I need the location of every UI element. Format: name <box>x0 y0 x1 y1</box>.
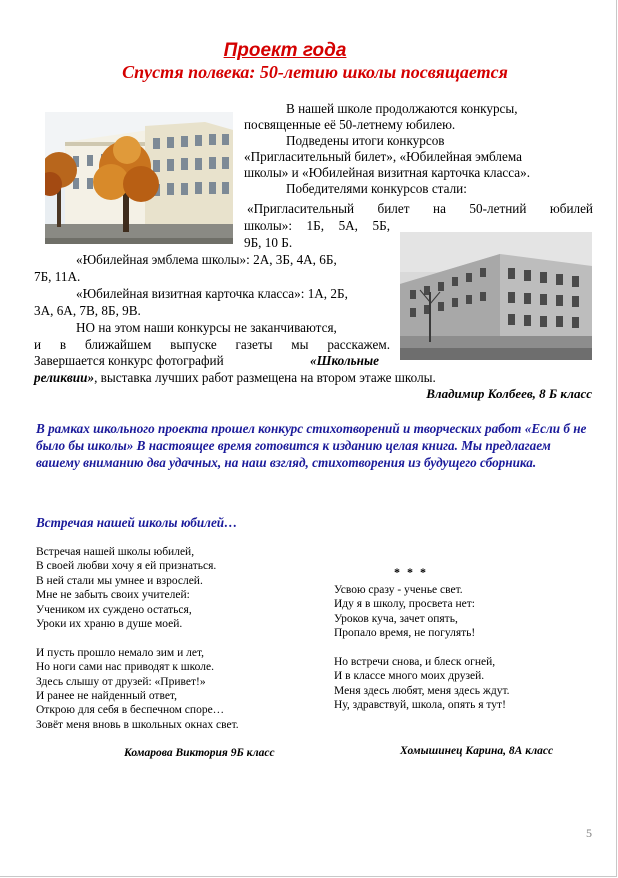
poem-line: Уроков куча, зачет опять, <box>334 612 458 625</box>
article-line: «Пригласительный билет на 50-летний юбилей <box>247 201 593 216</box>
poem-stanza-break <box>334 641 509 655</box>
page-number: 5 <box>586 826 592 840</box>
page-title: Проект года <box>223 40 347 61</box>
poem-line: И ранее не найденный ответ, <box>36 690 177 703</box>
article-line-emphasis: «Школьные <box>310 353 380 368</box>
article-line: , выставка лучших работ размещена на втором этаже школы. <box>94 370 436 385</box>
article-line: НО на этом наши конкурсы не заканчиваются, <box>76 320 337 335</box>
article-line: Завершается конкурс фотографий <box>34 353 224 368</box>
poem-line: Учеником их суждено остаться, <box>36 603 192 616</box>
article-line: и в ближайшем выпуске газеты мы расскажем. <box>34 337 390 352</box>
poem-line: Усвою сразу - ученье свет. <box>334 584 463 596</box>
article-line: Победителями конкурсов стали: <box>286 181 467 196</box>
article-line: В нашей школе продолжаются конкурсы, <box>286 101 518 116</box>
article-line: 7Б, 11А. <box>34 269 81 284</box>
intro-paragraph: В рамках школьного проекта прошел конкурс стихотворений и творческих работ «Если б не было бы школы» В настоящее время готовится к изданию целая книга. Мы предлагаем вашему вниманию два удачных, на наш взгляд, стихотворения из будущего сборника. <box>36 421 587 470</box>
article-line: школы»: 1Б, 5А, 5Б, <box>244 218 390 233</box>
poem-line: Но встречи снова, и блеск огней, <box>334 656 496 669</box>
poem-right <box>334 583 509 713</box>
poem-line: Мне не забыть своих учителей: <box>36 589 190 602</box>
poem-line: Встречая нашей школы юбилей, <box>36 546 195 558</box>
poem-left <box>36 545 239 732</box>
poem-line: И в классе много моих друзей. <box>334 670 485 683</box>
poem-line: Уроки их храню в душе моей. <box>36 618 183 631</box>
poem-line: Иду я в школу, просвета нет: <box>334 598 475 611</box>
article-author: Владимир Колбеев, 8 Б класс <box>426 386 592 401</box>
poem-line: Зовёт меня вновь в школьных окнах свет. <box>36 718 239 731</box>
school-photo-autumn <box>45 112 233 244</box>
poem-title: Встречая нашей школы юбилей… <box>36 515 238 530</box>
poem-line: И пусть прошло немало зим и лет, <box>36 646 204 659</box>
school-photo-bw <box>400 232 592 360</box>
poem-line: Пропало время, не погулять! <box>334 627 476 640</box>
page-subtitle: Спустя полвека: 50-летию школы посвящается <box>122 62 508 82</box>
article-line: школы» и «Юбилейная визитная карточка класса». <box>244 165 531 180</box>
article-line-emphasis: реликвии» <box>34 370 95 385</box>
poem-stanza-break <box>36 631 239 645</box>
article-line: 3А, 6А, 7В, 8Б, 9В. <box>34 303 141 318</box>
article-line: «Пригласительный билет», «Юбилейная эмблема <box>244 149 522 164</box>
poem-stars: * * * <box>394 565 428 579</box>
poem-line: Здесь слышу от друзей: «Привет!» <box>36 675 206 688</box>
poem-right-author: Хомышинец Карина, 8А класс <box>400 745 554 757</box>
poem-line: Ну, здравствуй, школа, опять я тут! <box>334 699 506 712</box>
poem-line: Меня здесь любят, меня здесь ждут. <box>334 684 510 697</box>
article-line: «Юбилейная визитная карточка класса»: 1А, 2Б, <box>76 286 348 301</box>
article-line: посвященные её 50-летнему юбилею. <box>244 117 456 132</box>
article-line: 9Б, 10 Б. <box>244 235 293 250</box>
poem-line: В своей любви хочу я ей признаться. <box>36 560 217 573</box>
poem-line: В ней стали мы умнее и взрослей. <box>36 574 203 587</box>
poem-left-author: Комарова Виктория 9Б класс <box>124 747 275 759</box>
poem-line: Открою для себя в беспечном споре… <box>36 704 225 717</box>
article-line: Подведены итоги конкурсов <box>286 133 445 148</box>
article-line: «Юбилейная эмблема школы»: 2А, 3Б, 4А, 6Б, <box>76 252 337 267</box>
poem-line: Но ноги сами нас приводят к школе. <box>36 661 214 674</box>
